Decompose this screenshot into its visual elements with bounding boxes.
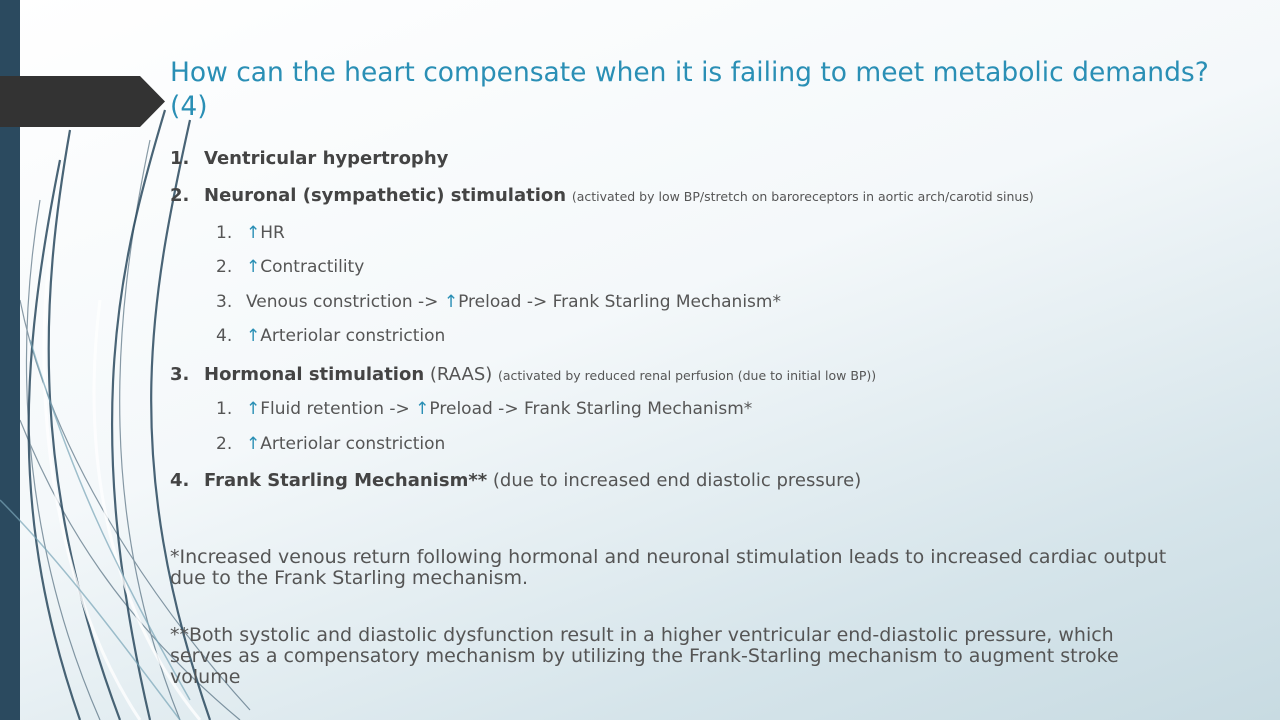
list-heading: Frank Starling Mechanism** <box>204 470 488 491</box>
slide-title: How can the heart compensate when it is failing to meet metabolic demands? (4) <box>170 57 1209 122</box>
sub-text: Preload -> Frank Starling Mechanism* <box>458 292 781 312</box>
sub-text-prefix: Venous constriction -> <box>246 292 444 312</box>
sub-text: HR <box>260 223 285 243</box>
sub-number: 4. <box>216 326 233 346</box>
list-item-4 <box>170 470 861 491</box>
sub-number: 2. <box>216 257 233 277</box>
sub-item <box>216 399 752 419</box>
list-note: (activated by reduced renal perfusion (due to initial low BP)) <box>498 368 877 383</box>
up-arrow-icon: ↑ <box>415 399 430 419</box>
list-number: 2. <box>170 185 190 206</box>
up-arrow-icon: ↑ <box>246 326 261 346</box>
sub-text: Arteriolar constriction <box>260 326 446 346</box>
sub-text: Fluid retention -> <box>260 399 416 419</box>
list-number: 3. <box>170 364 190 385</box>
sub-number: 2. <box>216 434 233 454</box>
up-arrow-icon: ↑ <box>246 257 261 277</box>
up-arrow-icon: ↑ <box>443 292 459 312</box>
sub-item <box>216 223 285 243</box>
sub-item <box>216 257 364 277</box>
sub-number: 3. <box>216 292 233 312</box>
list-heading: Ventricular hypertrophy <box>204 148 449 169</box>
sub-text: Preload -> Frank Starling Mechanism* <box>429 399 753 419</box>
list-item-2 <box>170 185 1034 206</box>
up-arrow-icon: ↑ <box>246 434 261 454</box>
list-number: 1. <box>170 148 190 169</box>
list-subheading: (RAAS) <box>424 364 498 385</box>
title-marker-tab <box>0 76 165 127</box>
sub-item <box>216 326 445 346</box>
up-arrow-icon: ↑ <box>246 399 261 419</box>
sub-text: Contractility <box>260 257 365 277</box>
list-heading: Neuronal (sympathetic) stimulation <box>204 185 567 206</box>
list-subheading: (due to increased end diastolic pressure) <box>487 470 862 491</box>
sub-text: Arteriolar constriction <box>260 434 446 454</box>
sub-number: 1. <box>216 223 233 243</box>
up-arrow-icon: ↑ <box>246 223 261 243</box>
list-item-1 <box>170 148 448 169</box>
list-item-3 <box>170 364 876 385</box>
list-number: 4. <box>170 470 190 491</box>
sub-item <box>216 434 445 454</box>
sub-item <box>216 292 781 312</box>
sub-number: 1. <box>216 399 233 419</box>
list-note: (activated by low BP/stretch on baroreceptors in aortic arch/carotid sinus) <box>571 189 1034 204</box>
list-heading: Hormonal stimulation <box>204 364 425 385</box>
footnote-single-asterisk: *Increased venous return following hormonal and neuronal stimulation leads to increased cardiac output due to the Frank Starling mechanism. <box>170 546 1167 589</box>
footnote-double-asterisk: **Both systolic and diastolic dysfunction result in a higher ventricular end-diastolic pressure, which serves as a compensatory mechanism by utilizing the Frank-Starling mechanism to augment stroke volume <box>170 624 1119 688</box>
